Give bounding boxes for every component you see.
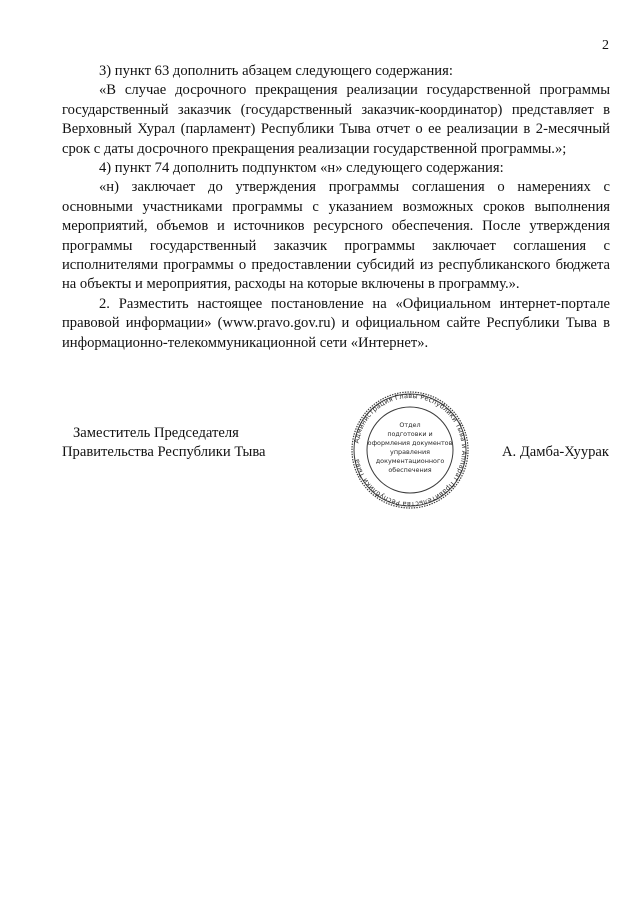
paragraph-item-3: 3) пункт 63 дополнить абзацем следующего содержания: — [99, 63, 453, 79]
paragraph-item-3-text: «В случае досрочного прекращения реализации государственной программы государственный заказчик (государственный заказчик-координатор) представляет в Верховный Хурал (парламент) Республики Тыва отчет о ее реализации в 2-месячный срок с даты досрочного прекращения реализации государственной программы.»; — [62, 82, 610, 157]
seal-ring-text: Администрация Главы Республики Тыва и Аппарат Правительства Республики Тыва — [352, 391, 469, 509]
seal-center-line-6: обеспечения — [388, 466, 432, 474]
signatory-title-line-2: Правительства Республики Тыва — [62, 444, 266, 461]
paragraph-item-4: 4) пункт 74 дополнить подпунктом «н» следующего содержания: — [99, 160, 504, 177]
seal-center-line-2: подготовки и — [387, 430, 433, 438]
signatory-title-line-1: Заместитель Председателя — [73, 425, 239, 441]
seal-center-line-5: документационного — [375, 457, 445, 465]
seal-center-line-4: управления — [390, 448, 430, 456]
paragraph-item-4-text: «н) заключает до утверждения программы соглашения о намерениях с основными участниками программы с указанием возможных сроков выполнения мероприятий, объемов и источников ресурсного обеспечения. После утверждения программы государственный заказчик программы заключает соглашения с исполнителями программы о предоставлении субсидий из республиканского бюджета на объекты и мероприятия, расходы на которые включены в программу.». — [62, 179, 610, 293]
seal-center-line-1: Отдел — [399, 421, 421, 429]
signatory-name: А. Дамба-Хуурак — [502, 444, 609, 460]
official-seal-stamp — [344, 390, 476, 510]
page-number: 2 — [602, 38, 609, 53]
paragraph-publication: 2. Разместить настоящее постановление на «Официальном интернет-портале правовой информации» (www.pravo.gov.ru) и официальном сайте Республики Тыва в информационно-телекоммуникационной сети «Интернет». — [62, 295, 610, 351]
signatory-title — [62, 424, 266, 463]
document-body — [62, 62, 610, 353]
seal-center-line-3: оформления документов — [367, 439, 453, 447]
